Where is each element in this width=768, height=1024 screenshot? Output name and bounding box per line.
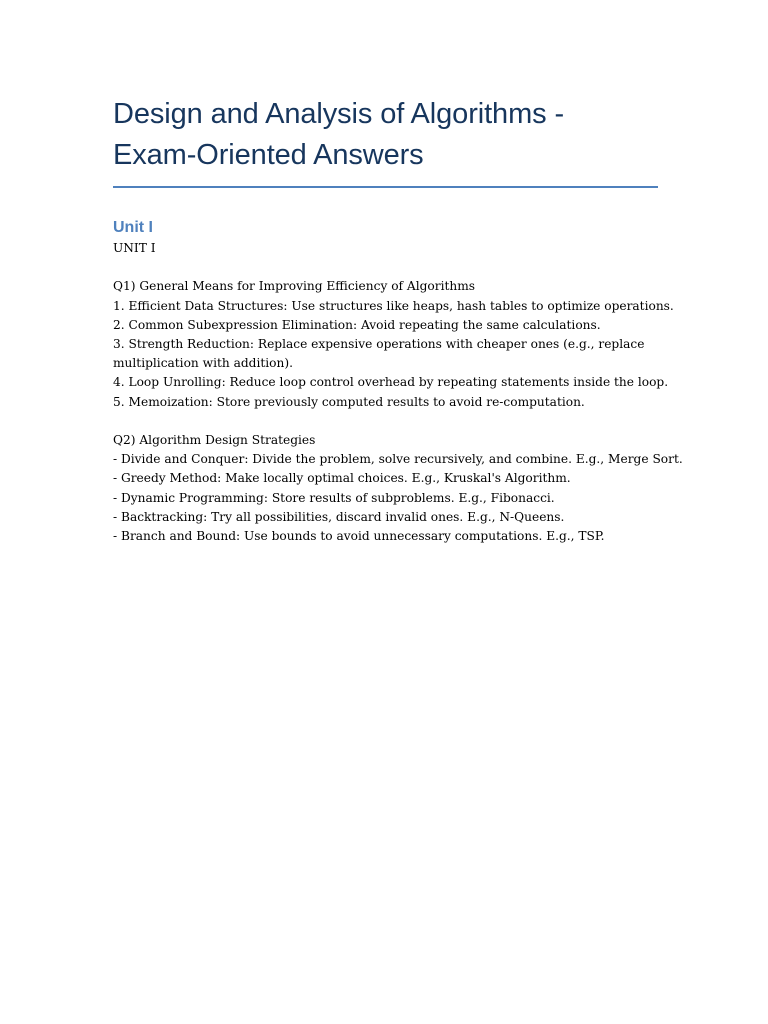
title-line: Design and Analysis of Algorithms - xyxy=(113,98,565,130)
section-heading: Unit I xyxy=(113,219,153,236)
q2-item: - Backtracking: Try all possibilities, discard invalid ones. E.g., N-Queens. xyxy=(113,509,565,524)
document-body xyxy=(113,239,683,546)
document-title xyxy=(113,94,658,188)
paragraph-spacer xyxy=(113,412,658,431)
paragraph-spacer xyxy=(113,258,658,277)
q2-item: - Greedy Method: Make locally optimal choices. E.g., Kruskal's Algorithm. xyxy=(113,471,571,486)
q1-item: 1. Efficient Data Structures: Use structures like heaps, hash tables to optimize operations. xyxy=(113,298,674,313)
title-line: Exam-Oriented Answers xyxy=(113,139,424,171)
q1-item: 4. Loop Unrolling: Reduce loop control overhead by repeating statements inside the loop. xyxy=(113,375,669,390)
q2-item: - Divide and Conquer: Divide the problem, solve recursively, and combine. E.g., Merge Sort. xyxy=(113,452,683,467)
q1-item: 5. Memoization: Store previously computed results to avoid re-computation. xyxy=(113,394,585,409)
q2-item: - Branch and Bound: Use bounds to avoid unnecessary computations. E.g., TSP. xyxy=(113,529,605,544)
q1-item: multiplication with addition). xyxy=(113,356,293,371)
q2-heading: Q2) Algorithm Design Strategies xyxy=(113,433,316,447)
q1-heading: Q1) General Means for Improving Efficiency of Algorithms xyxy=(113,279,476,294)
q1-item: 3. Strength Reduction: Replace expensive operations with cheaper ones (e.g., replace xyxy=(113,337,645,351)
document-page xyxy=(113,94,683,546)
q1-item: 2. Common Subexpression Elimination: Avoid repeating the same calculations. xyxy=(113,317,601,332)
q2-item: - Dynamic Programming: Store results of subproblems. E.g., Fibonacci. xyxy=(113,490,555,505)
unit-label: UNIT I xyxy=(113,241,156,255)
